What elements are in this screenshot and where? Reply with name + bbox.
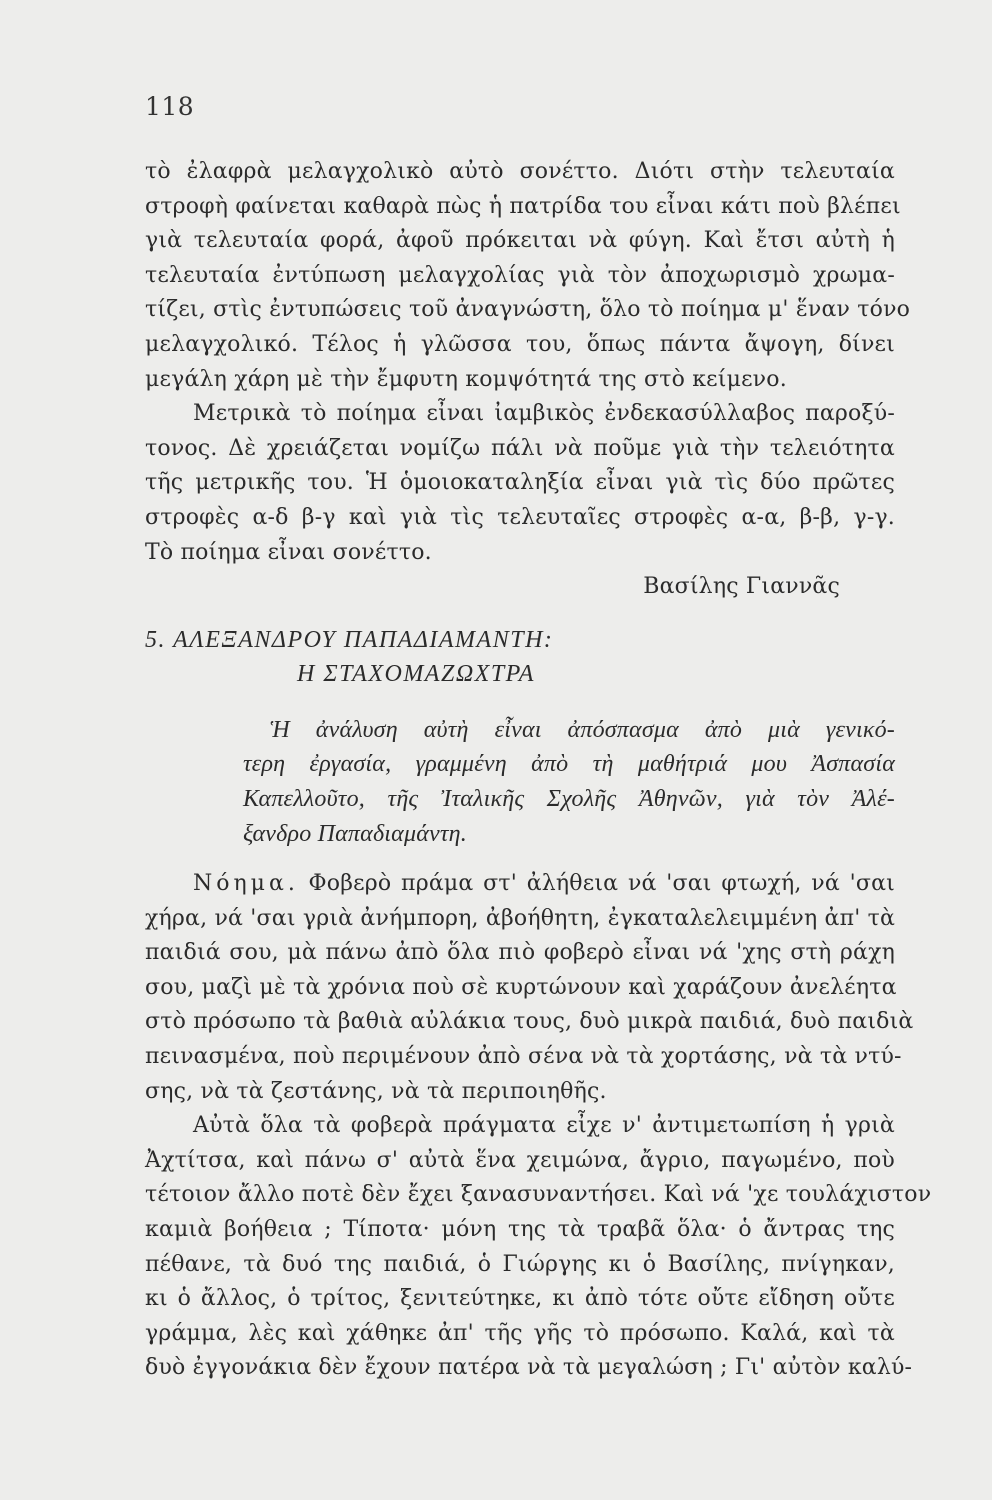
text-line: μελαγχολικό. Τέλος ἡ γλῶσσα του, ὅπως πάντα ἄψογη, δίνει bbox=[145, 331, 895, 357]
text-line: τέτοιον ἄλλο ποτὲ δὲν ἔχει ξανασυναντήσει. Καὶ νά 'χε τουλάχιστον bbox=[145, 1182, 932, 1208]
text-line: στροφὴ φαίνεται καθαρὰ πὼς ἡ πατρίδα του εἶναι κάτι ποὺ βλέπει bbox=[145, 193, 901, 219]
text-line: στροφὲς α-δ β-γ καὶ γιὰ τὶς τελευταῖες στροφὲς α-α, β-β, γ-γ. bbox=[145, 504, 895, 530]
section-title: 5. ΑΛΕΞΑΝΔΡΟΥ ΠΑΠΑΔΙΑΜΑΝΤΗ: bbox=[145, 626, 554, 653]
text-line: τὸ ἐλαφρὰ μελαγχολικὸ αὐτὸ σονέττο. Διότι στὴν τελευταία bbox=[145, 159, 895, 184]
author-signature: Βασίλης Γιαννᾶς bbox=[643, 574, 840, 600]
paragraph-3 bbox=[145, 867, 914, 1109]
text-line: γιὰ τελευταία φορά, ἀφοῦ πρόκειται νὰ φύγη. Καὶ ἔτσι αὐτὴ ἡ bbox=[145, 228, 895, 254]
text-line: τελευταία ἐντύπωση μελαγχολίας γιὰ τὸν ἀποχωρισμὸ χρωμα- bbox=[145, 262, 895, 288]
text-span: Φοβερὸ πράμα στ' ἀλήθεια νά 'σαι φτωχή, νά 'σαι bbox=[308, 871, 895, 897]
text-line: σου, μαζὶ μὲ τὰ χρόνια ποὺ σὲ κυρτώνουν καὶ χαράζουν ἀνελέητα bbox=[145, 974, 897, 1000]
note-line: τερη ἐργασία, γραμμένη ἀπὸ τὴ μαθήτριά μου Ἀσπασία bbox=[243, 751, 895, 778]
text-line: κι ὁ ἄλλος, ὁ τρίτος, ξενιτεύτηκε, κι ἀπὸ τότε οὔτε εἴδηση οὔτε bbox=[145, 1286, 895, 1312]
section-subtitle: Η ΣΤΑΧΟΜΑΖΩΧΤΡΑ bbox=[297, 660, 535, 687]
paragraph-2 bbox=[145, 397, 895, 570]
note-line: ξανδρο Παπαδιαμάντη. bbox=[243, 820, 467, 847]
text-line: μεγάλη χάρη μὲ τὴν ἔμφυτη κομψότητά της στὸ κείμενο. bbox=[145, 366, 787, 392]
paragraph-4 bbox=[145, 1109, 932, 1386]
spacer bbox=[145, 851, 895, 867]
note-line: Ἡ ἀνάλυση αὐτὴ εἶναι ἀπόσπασμα ἀπὸ μιὰ γενικό- bbox=[270, 716, 895, 743]
text-line: στὸ πρόσωπο τὰ βαθιὰ αὐλάκια τους, δυὸ μικρὰ παιδιά, δυὸ παιδιὰ bbox=[145, 1009, 914, 1035]
editor-note bbox=[145, 713, 895, 851]
text-line: γράμμα, λὲς καὶ χάθηκε ἀπ' τῆς γῆς τὸ πρόσωπο. Καλά, καὶ τὰ bbox=[145, 1320, 895, 1346]
text-line: τῆς μετρικῆς του. Ἡ ὁμοιοκαταληξία εἶναι γιὰ τὶς δύο πρῶτες bbox=[145, 470, 895, 496]
page-number: 118 bbox=[145, 92, 195, 121]
text-line: παιδιά σου, μὰ πάνω ἀπὸ ὅλα πιὸ φοβερὸ εἶναι νά 'χης στὴ ράχη bbox=[145, 940, 895, 966]
text-line: καμιὰ βοήθεια ; Τίποτα· μόνη της τὰ τραβᾶ ὅλα· ὁ ἄντρας της bbox=[145, 1217, 895, 1243]
text-line bbox=[145, 867, 895, 902]
text-line: τονος. Δὲ χρειάζεται νομίζω πάλι νὰ ποῦμε γιὰ τὴν τελειότητα bbox=[145, 435, 895, 461]
text-line: χήρα, νά 'σαι γριὰ ἀνήμπορη, ἀβοήθητη, ἐγκαταλελειμμένη ἀπ' τὰ bbox=[145, 905, 896, 931]
text-line: Ἀχτίτσα, καὶ πάνω σ' αὐτὰ ἕνα χειμώνα, ἄγριο, παγωμένο, ποὺ bbox=[145, 1147, 895, 1173]
text-line: πέθανε, τὰ δυό της παιδιά, ὁ Γιώργης κι ὁ Βασίλης, πνίγηκαν, bbox=[145, 1251, 895, 1277]
text-line: Αὐτὰ ὅλα τὰ φοβερὰ πράγματα εἶχε ν' ἀντιμετωπίση ἡ γριὰ bbox=[193, 1113, 895, 1139]
text-line: σης, νὰ τὰ ζεστάνης, νὰ τὰ περιποιηθῆς. bbox=[145, 1078, 607, 1104]
text-line: Τὸ ποίημα εἶναι σονέττο. bbox=[145, 539, 432, 565]
text-line: δυὸ ἐγγονάκια δὲν ἔχουν πατέρα νὰ τὰ μεγαλώση ; Γι' αὐτὸν καλύ- bbox=[145, 1355, 913, 1381]
text-line: πεινασμένα, ποὺ περιμένουν ἀπὸ σένα νὰ τὰ χορτάσης, νὰ τὰ ντύ- bbox=[145, 1044, 902, 1070]
paragraph-1 bbox=[145, 155, 911, 397]
page-body bbox=[145, 155, 932, 1386]
section-label: Νόημα. bbox=[193, 871, 299, 897]
text-line: τίζει, στὶς ἐντυπώσεις τοῦ ἀναγνώστη, ὅλο τὸ ποίημα μ' ἕναν τόνο bbox=[145, 297, 911, 323]
note-line: Καπελλοῦτο, τῆς Ἰταλικῆς Σχολῆς Ἀθηνῶν, γιὰ τὸν Ἀλέ- bbox=[243, 785, 895, 812]
text-line: Μετρικὰ τὸ ποίημα εἶναι ἰαμβικὸς ἐνδεκασύλλαβος παροξύ- bbox=[193, 401, 895, 427]
